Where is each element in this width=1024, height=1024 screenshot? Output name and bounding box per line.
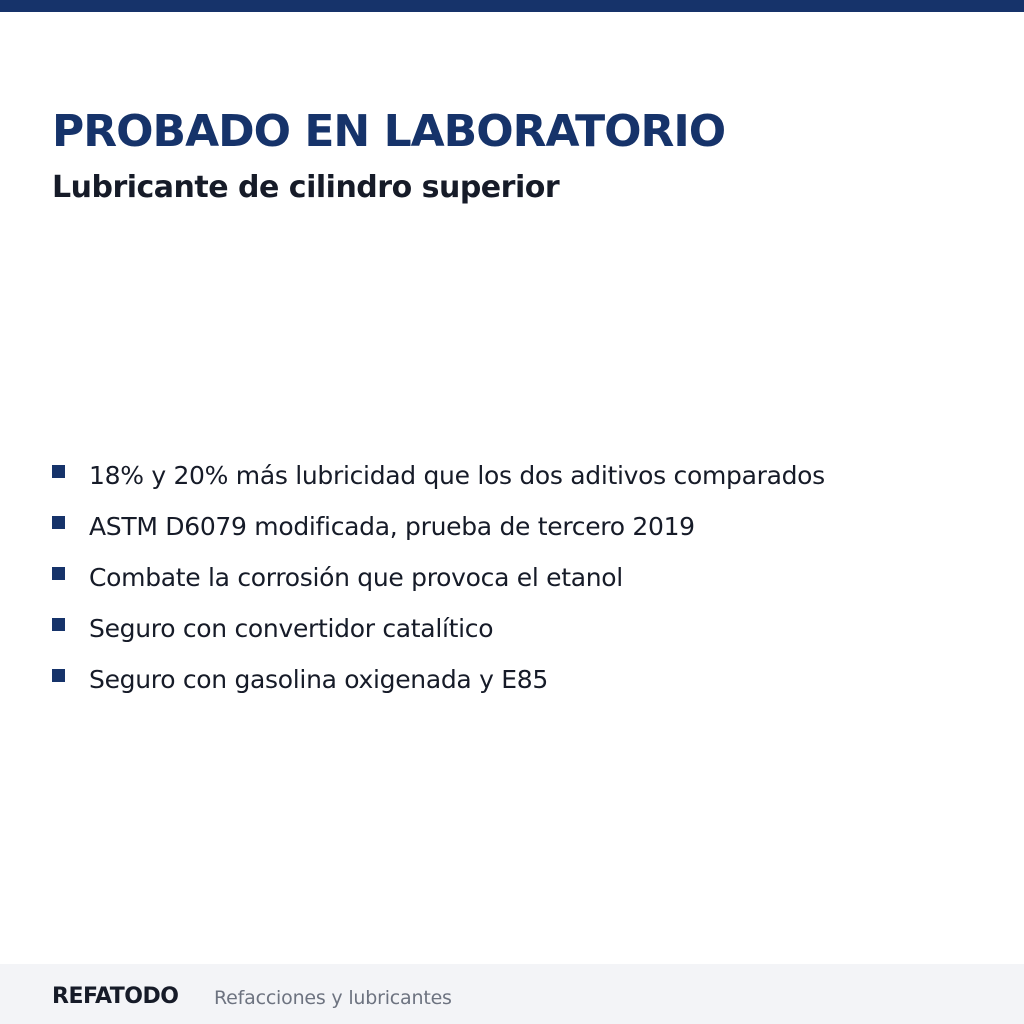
feature-text: Combate la corrosión que provoca el etanol bbox=[89, 563, 623, 592]
feature-item bbox=[52, 657, 992, 708]
page-subtitle: Lubricante de cilindro superior bbox=[52, 170, 560, 205]
feature-list bbox=[52, 453, 992, 708]
feature-item bbox=[52, 606, 992, 657]
square-bullet-icon bbox=[52, 618, 65, 631]
square-bullet-icon bbox=[52, 669, 65, 682]
top-accent-bar bbox=[0, 0, 1024, 12]
feature-text: Seguro con gasolina oxigenada y E85 bbox=[89, 665, 548, 694]
feature-item bbox=[52, 504, 992, 555]
brand-name: REFATODO bbox=[52, 984, 179, 1009]
page-title: PROBADO EN LABORATORIO bbox=[52, 106, 726, 157]
square-bullet-icon bbox=[52, 516, 65, 529]
feature-item bbox=[52, 453, 992, 504]
brand-tagline: Refacciones y lubricantes bbox=[214, 987, 452, 1009]
feature-text: 18% y 20% más lubricidad que los dos aditivos comparados bbox=[89, 461, 825, 490]
feature-text: ASTM D6079 modificada, prueba de tercero 2019 bbox=[89, 512, 695, 541]
square-bullet-icon bbox=[52, 465, 65, 478]
square-bullet-icon bbox=[52, 567, 65, 580]
feature-item bbox=[52, 555, 992, 606]
feature-text: Seguro con convertidor catalítico bbox=[89, 614, 494, 643]
